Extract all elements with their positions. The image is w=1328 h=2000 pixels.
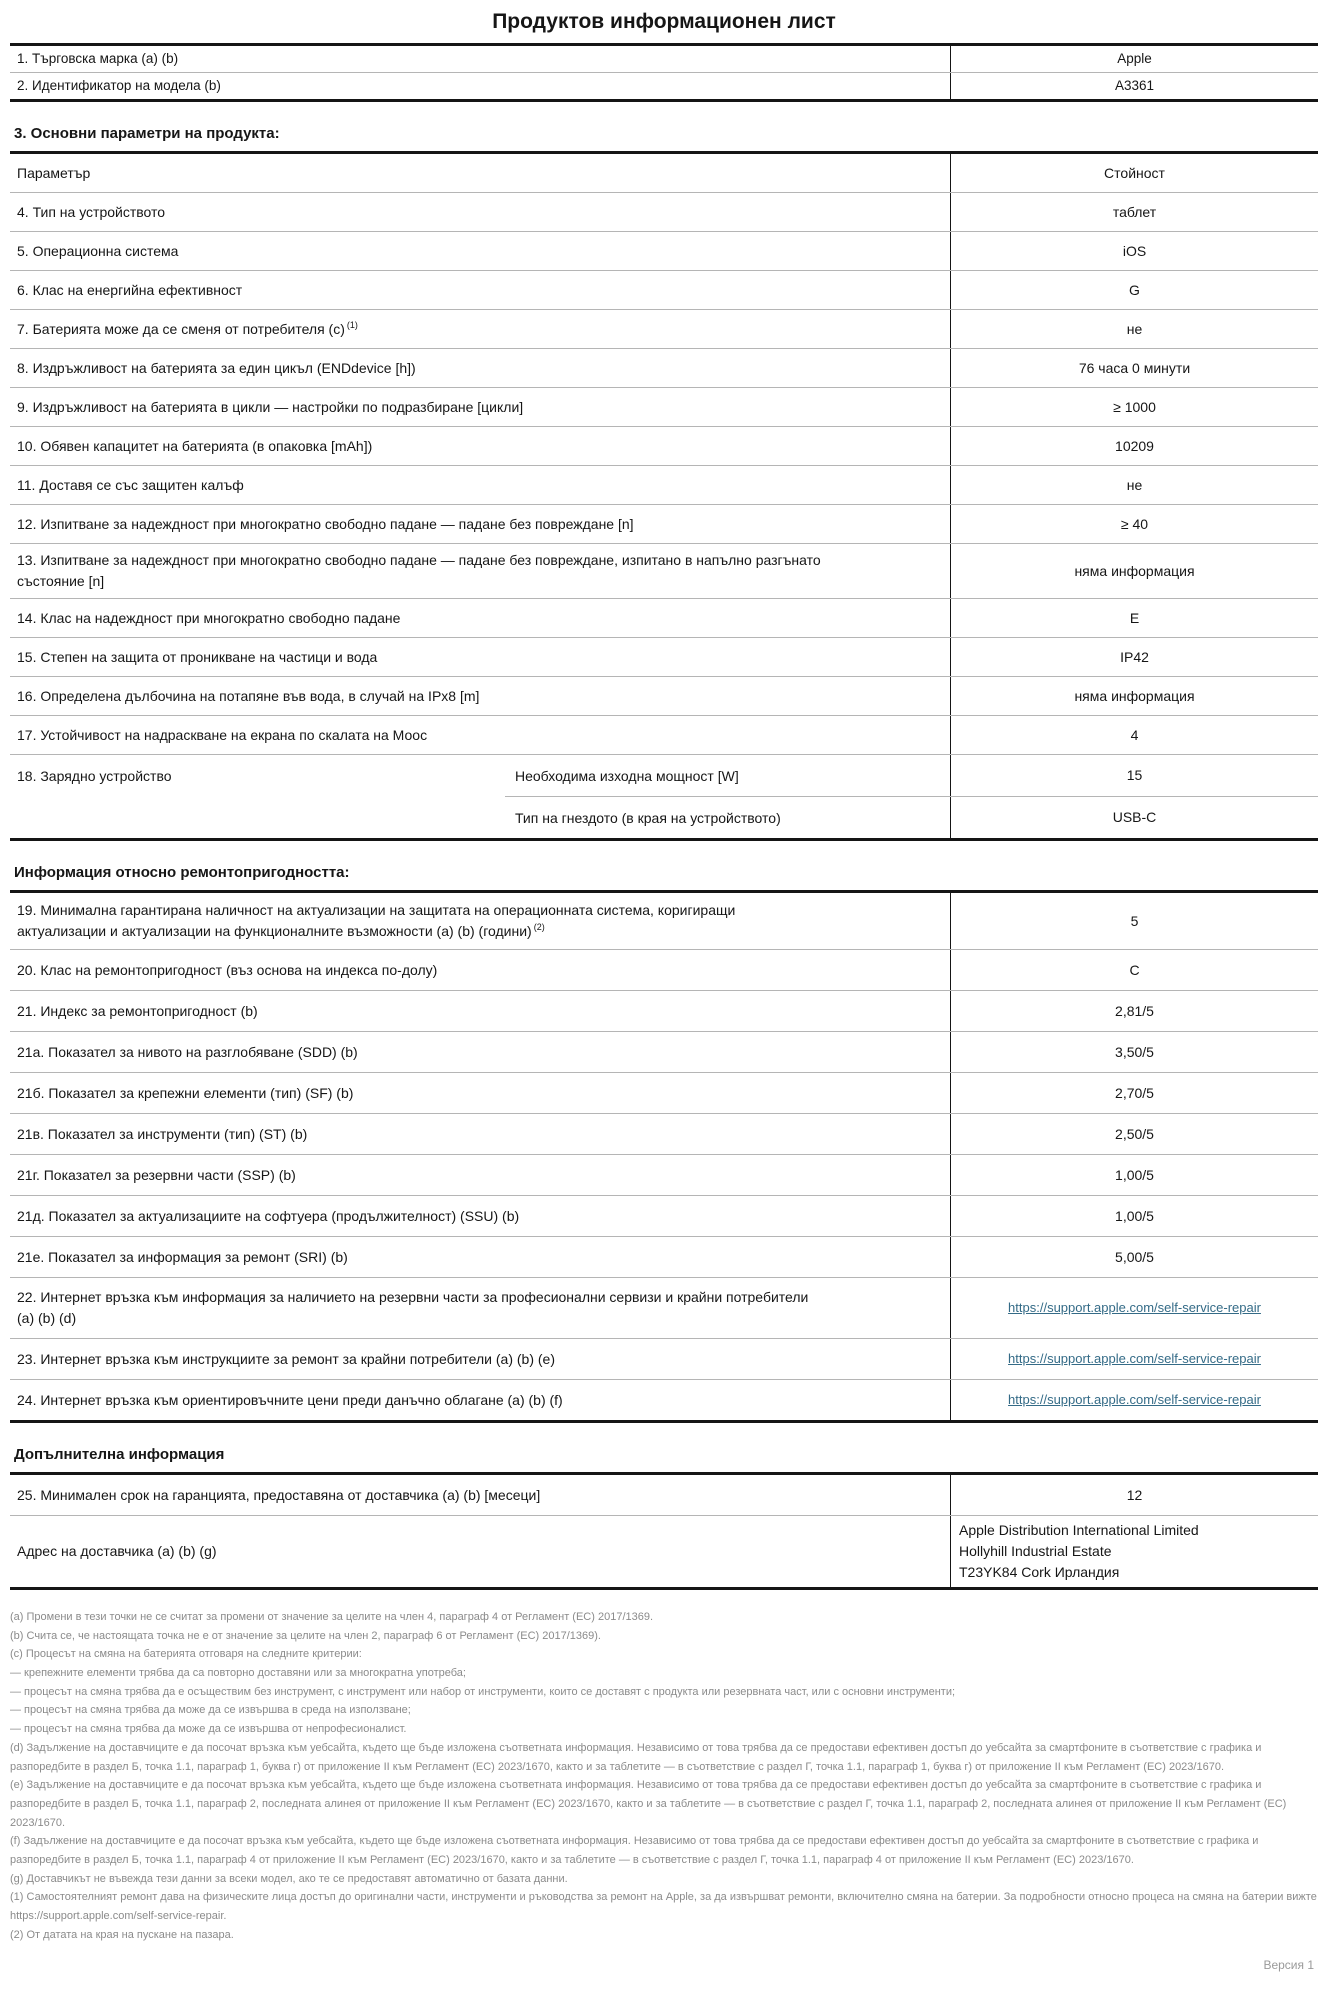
param-label: 10. Обявен капацитет на батерията (в опаковка [mAh]): [17, 437, 373, 454]
param-label: 6. Клас на енергийна ефективност: [17, 281, 243, 298]
table-row: [10, 270, 1318, 309]
param-label: 21д. Показател за актуализациите на софтуера (продължителност) (SSU) (b): [17, 1207, 520, 1224]
param-value: не: [950, 466, 1318, 504]
param-label: 9. Издръжливост на батерията в цикли — настройки по подразбиране [цикли]: [17, 398, 524, 415]
param-label: 18. Зарядно устройство: [17, 768, 172, 784]
param-label: 20. Клас на ремонтопригодност (въз основа на индекса по-долу): [17, 961, 438, 978]
param-value: [950, 1339, 1318, 1379]
param-label: 21б. Показател за крепежни елементи (тип) (SF) (b): [17, 1084, 354, 1101]
charger-sub-row: [505, 755, 1318, 796]
table-row: [10, 1072, 1318, 1113]
param-label: 4. Тип на устройството: [17, 203, 166, 220]
spare-parts-link[interactable]: https://support.apple.com/self-service-repair: [1008, 1300, 1261, 1316]
footnote: (b) Счита се, че настоящата точка не е от значение за целите на член 2, параграф 6 от Регламент (ЕС) 2017/1369).: [10, 1629, 601, 1642]
param-label: 21а. Показател за нивото на разглобяване (SDD) (b): [17, 1043, 358, 1060]
address-line: Apple Distribution International Limited: [959, 1522, 1199, 1538]
param-value: C: [950, 950, 1318, 990]
charger-sub-row: [505, 796, 1318, 838]
table-row: [10, 46, 1318, 72]
charger-subtable: [505, 755, 1318, 838]
table-row: [10, 1195, 1318, 1236]
footnote: — крепежните елементи трябва да са повторно доставяни или за многократна употреба;: [10, 1667, 466, 1680]
param-value: 1,00/5: [950, 1155, 1318, 1195]
address-line: T23YK84 Cork Ирландия: [959, 1564, 1120, 1580]
footnote: — процесът на смяна трябва да може да се извършва от непрофесионалист.: [10, 1723, 407, 1736]
param-value: [950, 1380, 1318, 1420]
param-value: 10209: [950, 427, 1318, 465]
table-row: [10, 348, 1318, 387]
table-row: [10, 1338, 1318, 1379]
param-label: 1. Търговска марка (a) (b): [17, 50, 179, 66]
footnote: — процесът на смяна трябва да може да се извършва в среда на използване;: [10, 1704, 411, 1717]
param-label: 7. Батерията може да се сменя от потребителя (c) $^{(1)}$: [17, 319, 358, 337]
param-label: 25. Минимален срок на гаранцията, предоставяна от доставчика (a) (b) [месеци]: [17, 1486, 541, 1503]
param-label: 2. Идентификатор на модела (b): [17, 77, 221, 93]
footnote: (2) От датата на края на пускане на пазара.: [10, 1928, 234, 1941]
main-parameters-table: [10, 151, 1318, 841]
footnote: (g) Доставчикът не въвежда тези данни за всеки модел, ако те се предоставят автоматично от базата данни.: [10, 1872, 568, 1885]
param-label: 21. Индекс за ремонтопригодност (b): [17, 1002, 258, 1019]
table-row: [10, 1113, 1318, 1154]
table-row: [10, 465, 1318, 504]
table-row: [10, 893, 1318, 949]
column-header-parameter: Параметър: [17, 164, 91, 181]
table-row: [10, 637, 1318, 676]
param-label: 15. Степен на защита от проникване на частици и вода: [17, 648, 378, 665]
supplier-address-value: [950, 1516, 1318, 1587]
sub-param-label: Тип на гнездото (в края на устройството): [515, 809, 781, 826]
table-row: [10, 387, 1318, 426]
param-value: [950, 1278, 1318, 1338]
table-row: [10, 676, 1318, 715]
param-value: 2,70/5: [950, 1073, 1318, 1113]
footnote-ref: (2): [533, 922, 545, 933]
param-label: Адрес на доставчика (a) (b) (g): [17, 1543, 217, 1559]
repairability-table: [10, 890, 1318, 1423]
param-value: 5,00/5: [950, 1237, 1318, 1277]
param-value: USB-C: [950, 797, 1318, 838]
footnote: (1) Самостоятелният ремонт дава на физическите лица достъп до оригинални части, инструменти и ръководства за ремонт на Apple, за да извършват ремонти, включително смяна на батерии. За подробности относно процеса на смяна на батерии вижте https://support.apple.com/self-service-repair.: [10, 1891, 1317, 1922]
footnote: (e) Задължение на доставчиците е да посочат връзка към уебсайта, където ще бъде изложена съответната информация. Независимо от това трябва да се предостави ефективен достъп до уебсайта за смартфоните в съответствие с графика и разпоредбите в раздел Б, точка 1.1, параграф 2, последната алинея от приложение II към Регламент (ЕС) 2023/1670, както и за таблетите — в съответствие с раздел Г, точка 1.1, параграф 2, последната алинея от приложение II към Регламент (ЕС) 2023/1670.: [10, 1779, 1287, 1829]
supplier-address-row: [10, 1515, 1318, 1587]
param-value: няма информация: [950, 677, 1318, 715]
param-value: E: [950, 599, 1318, 637]
param-label: 12. Изпитване за надеждност при многократно свободно падане — падане без повреждане [n]: [17, 515, 634, 532]
param-value: 4: [950, 716, 1318, 754]
table-row: [10, 949, 1318, 990]
additional-info-table: [10, 1472, 1318, 1590]
repair-instructions-link[interactable]: https://support.apple.com/self-service-repair: [1008, 1351, 1261, 1367]
param-label: 5. Операционна система: [17, 242, 179, 259]
param-value: 2,81/5: [950, 991, 1318, 1031]
param-value: 5: [950, 893, 1318, 949]
param-label: 21е. Показател за информация за ремонт (SRI) (b): [17, 1248, 348, 1265]
param-value: Apple: [950, 46, 1318, 72]
param-value: таблет: [950, 193, 1318, 231]
column-header-value: Стойност: [950, 154, 1318, 192]
table-row: [10, 504, 1318, 543]
table-row: [10, 192, 1318, 231]
table-header-row: [10, 154, 1318, 192]
param-label: 16. Определена дълбочина на потапяне във вода, в случай на IPx8 [m]: [17, 687, 480, 704]
param-label: 8. Издръжливост на батерията за един цикъл (ENDdevice [h]): [17, 359, 416, 376]
table-row: [10, 231, 1318, 270]
footnote-ref: (1): [346, 319, 358, 330]
table-row: [10, 715, 1318, 754]
footnote: — процесът на смяна трябва да е осъществим без инструмент, с инструмент или набор от инструменти, които се доставят с продукта или резервната част, или с основни инструменти;: [10, 1685, 956, 1698]
sub-param-label: Необходима изходна мощност [W]: [515, 767, 739, 784]
table-row: [10, 1475, 1318, 1515]
param-value: 12: [950, 1475, 1318, 1515]
section-heading-main-parameters: 3. Основни параметри на продукта:: [14, 125, 280, 142]
table-row: [10, 1236, 1318, 1277]
param-value: 76 часа 0 минути: [950, 349, 1318, 387]
param-value: 15: [950, 755, 1318, 796]
footnote: (d) Задължение на доставчиците е да посочат връзка към уебсайта, където ще бъде изложена съответната информация. Независимо от това трябва да се предостави ефективен достъп до уебсайта за смартфоните в съответствие с графика и разпоредбите в раздел Б, точка 1.1, параграф 1, буква г) от приложение II към Регламент (ЕС) 2023/1670, както и за таблетите — в съответствие с раздел Г, точка 1.1, параграф 1, буква г) от приложение II към Регламент (ЕС) 2023/1670.: [10, 1741, 1262, 1773]
charger-row: [10, 754, 1318, 838]
param-value: iOS: [950, 232, 1318, 270]
table-row: [10, 1379, 1318, 1420]
table-row: [10, 1031, 1318, 1072]
section-heading-additional: Допълнителна информация: [14, 1446, 225, 1463]
footnote: (f) Задължение на доставчиците е да посочат връзка към уебсайта, където ще бъде изложена съответната информация. Независимо от това трябва да се предостави ефективен достъп до уебсайта за смартфоните в съответствие с графика и разпоредбите в раздел Б, точка 1.1, параграф 4 от приложение II към Регламент (ЕС) 2023/1670, както и за таблетите — в съответствие с раздел Г, точка 1.1, параграф 4 от приложение II към Регламент (ЕС) 2023/1670.: [10, 1835, 1259, 1866]
table-row: [10, 309, 1318, 348]
table-row: [10, 990, 1318, 1031]
table-row: [10, 72, 1318, 99]
param-label: 14. Клас на надеждност при многократно свободно падане: [17, 609, 401, 626]
param-label: 13. Изпитване за надеждност при многократно свободно падане — падане без повреждане, изпитано в напълно разгънато състояние [n]: [17, 552, 821, 589]
table-row: [10, 426, 1318, 465]
param-value: ≥ 1000: [950, 388, 1318, 426]
param-value: не: [950, 310, 1318, 348]
param-value: 3,50/5: [950, 1032, 1318, 1072]
param-value: IP42: [950, 638, 1318, 676]
section-heading-repairability: Информация относно ремонтопригодността:: [14, 864, 350, 881]
param-label: 19. Минимална гарантирана наличност на актуализации на защитата на операционната система, коригиращи актуализации и актуализации на функционалните възможности (a) (b) (години) $^{(2)}$: [17, 902, 736, 939]
param-label: 24. Интернет връзка към ориентировъчните цени преди данъчно облагане (a) (b) (f): [17, 1391, 563, 1408]
table-row: [10, 543, 1318, 598]
param-value: 2,50/5: [950, 1114, 1318, 1154]
param-value: A3361: [950, 73, 1318, 99]
param-label: 21г. Показател за резервни части (SSP) (b): [17, 1166, 296, 1183]
table-row: [10, 1277, 1318, 1338]
footnote: (c) Процесът на смяна на батерията отговаря на следните критерии:: [10, 1648, 362, 1661]
param-value: G: [950, 271, 1318, 309]
footnote: (a) Промени в тези точки не се считат за промени от значение за целите на член 4, параграф 4 от Регламент (ЕС) 2017/1369.: [10, 1611, 654, 1623]
identification-table: [10, 43, 1318, 102]
param-value: ≥ 40: [950, 505, 1318, 543]
param-label: 21в. Показател за инструменти (тип) (ST) (b): [17, 1125, 308, 1142]
param-label: 11. Доставя се със защитен калъф: [17, 476, 244, 493]
address-line: Hollyhill Industrial Estate: [959, 1543, 1112, 1559]
footnotes-block: [10, 1608, 1318, 1944]
pretax-prices-link[interactable]: https://support.apple.com/self-service-repair: [1008, 1392, 1261, 1408]
param-value: 1,00/5: [950, 1196, 1318, 1236]
version-label: Версия 1: [1263, 1958, 1314, 1973]
param-label: 17. Устойчивост на надраскване на екрана по скалата на Моос: [17, 726, 428, 743]
table-row: [10, 1154, 1318, 1195]
param-label: 22. Интернет връзка към информация за наличието на резервни части за професионални сервизи и крайни потребители (a) (b) (d): [17, 1289, 809, 1326]
page-title: Продуктов информационен лист: [492, 10, 836, 33]
table-row: [10, 598, 1318, 637]
param-label: 23. Интернет връзка към инструкциите за ремонт за крайни потребители (a) (b) (e): [17, 1350, 555, 1367]
param-value: няма информация: [950, 544, 1318, 598]
